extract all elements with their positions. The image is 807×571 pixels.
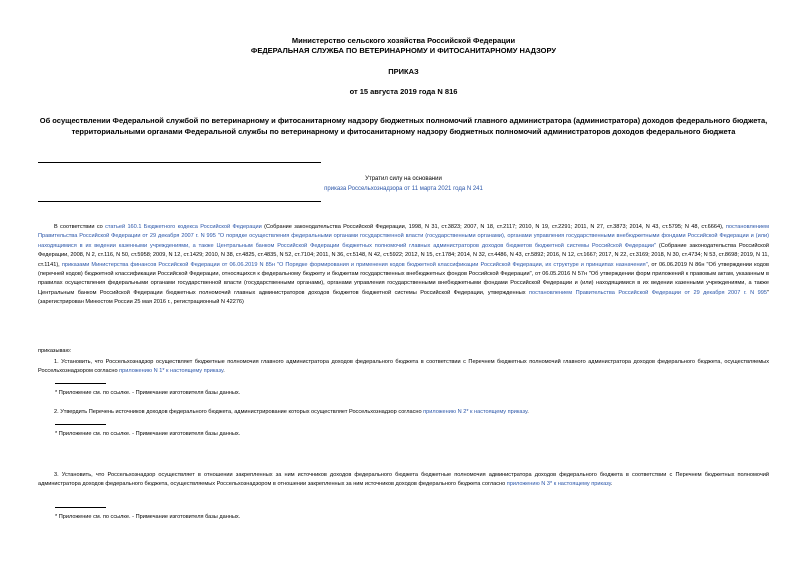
preamble-text: (Собрание законодательства Российской Федерации, 1998, N 31, ст.3823; 2007, N 18, ст.2117; 2010, N 19, ст.2291; 2011, N 27, ст.3873; 2014, N 43, ст.5795; N 48, ст.6664),: [261, 224, 726, 230]
government-resolution-link[interactable]: постановлением Правительства Российской Федерации от 29 декабря 2007 г. N 995 "О порядке осуществления федеральными органами государственной власти (государственными органами), органами управления государственными внебюджетными фондами Российской Федерации и (или) находящимися в их ведении казенными учреждениями, а также Центральным банком Российской Федерации бюджетных полномочий главных администраторов доходов бюджетов бюджетной системы Российской Федерации": [38, 224, 769, 249]
preamble-text: " (зарегистрирован Минюстом России 25 мая 2016 г., регистрационный N 42276): [38, 289, 769, 306]
preamble-text: , от 06.06.2019 N 86н "Об утверждении кодов (перечней кодов) бюджетной классификации Российской Федерации, относящихся к федеральному бюджету и бюджетам государственных внебюджетных фондов Российской Федерации", от 06.05.2016 N 57н "Об утверждении форм приложений к правовым актам, указанным в правилах осуществления федеральными органами государственной власти (государственными органами), органами управления государственными внебюджетными фондами Российской Федерации и (или) находящимися в их ведении казенными учреждениями, а также Центральным банком Российской Федерации бюджетных полномочий главных администраторов доходов бюджетов бюджетной системы Российской Федерации, утвержденных: [38, 261, 769, 296]
item-3-text: 3. Установить, что Россельхознадзор осуществляет в отношении закрепленных за ним источников доходов федерального бюджета бюджетные полномочия администратора доходов федерального бюджета в соответствии с Перечнем бюджетных полномочий администратора доходов федерального бюджета, осуществляемых Россельхознадзором в отношении закрепленных за ним источников доходов федерального бюджета согласно: [38, 472, 769, 488]
item-2-dot: .: [527, 409, 529, 415]
minfin-orders-link[interactable]: приказами Министерства финансов Российской Федерации от 06.06.2019 N 85н "О Порядке формирования и применения кодов бюджетной классификации Российской Федерации, их структуре и принципах назначения": [61, 261, 648, 268]
date-number: от 15 августа 2019 года N 816: [349, 87, 458, 96]
lost-force-link[interactable]: приказа Россельхознадзора от 11 марта 2021 года N 241: [324, 186, 483, 192]
preamble-text: В соответствии со: [54, 224, 106, 230]
service-heading: ФЕДЕРАЛЬНАЯ СЛУЖБА ПО ВЕТЕРИНАРНОМУ И ФИТОСАНИТАРНОМУ НАДЗОРУ: [250, 46, 557, 55]
item-1-text: 1. Установить, что Россельхознадзор осуществляет бюджетные полномочия главного администратора доходов федерального бюджета в соответствии с Перечнем бюджетных полномочий главного администратора доходов федерального бюджета, осуществляемых Россельхознадзором согласно: [38, 359, 769, 375]
preamble-text: (Собрание законодательства Российской Федерации, 2008, N 2, ст.116, N 50, ст.5958; 2009, N 12, ст.1429; 2010, N 38, ст.4825, ст.4835, N 52, ст.7104; 2011, N 36, ст.5148, N 42, ст.5922; 2012, N 15, ст.1784; 2014, N 32, ст.4486, N 43, ст.5892; 2016, N 12, ст.1667; 2017, N 22, ст.3169; 2018, N 30, ст.4734; N 53, ст.8698; 2019, N 11, ст.1141),: [38, 242, 770, 268]
separator-rule: [38, 201, 321, 202]
appendix-2-link[interactable]: приложению N 2* к настоящему приказу: [423, 409, 528, 415]
preamble-paragraph: [38, 223, 769, 308]
doc-type-heading: ПРИКАЗ: [388, 67, 419, 76]
item-2: [38, 408, 769, 417]
resolution-995-link[interactable]: постановлением Правительства Российской Федерации от 29 декабря 2007 г. N 995: [528, 289, 767, 296]
ministry-heading: Министерство сельского хозяйства Российской Федерации: [291, 36, 516, 45]
item-3-dot: .: [610, 481, 613, 488]
document-title: Об осуществлении Федеральной службой по ветеринарному и фитосанитарному надзору бюджетных полномочий главного администратора (администратора) доходов федерального бюджета, территориальными органами Федеральной службы по ветеринарному и фитосанитарному надзору бюджетных полномочий администраторов доходов федерального бюджета: [39, 116, 768, 136]
item-2-text: 2. Утвердить Перечень источников доходов федерального бюджета, администрирование которых осуществляет Россельхознадзор согласно: [54, 409, 424, 415]
item-3: [38, 471, 769, 490]
footnote-rule: [55, 383, 106, 384]
footnote-rule: [55, 424, 106, 425]
appendix-1-link[interactable]: приложению N 1* к настоящему приказу: [119, 368, 224, 375]
appendix-3-link[interactable]: приложению N 3* к настоящему приказу: [506, 481, 611, 488]
lost-force-text: Утратил силу на основании: [365, 176, 442, 182]
footnote-rule: [55, 507, 106, 508]
footnote-3: * Приложение см. по ссылке. - Примечание изготовителя базы данных.: [55, 514, 241, 520]
footnote-1: * Приложение см. по ссылке. - Примечание изготовителя базы данных.: [55, 390, 241, 396]
item-1: [38, 358, 769, 377]
order-word: приказываю:: [38, 348, 72, 354]
footnote-2: * Приложение см. по ссылке. - Примечание изготовителя базы данных.: [55, 431, 241, 437]
budget-code-link[interactable]: статьей 160.1 Бюджетного кодекса Российской Федерации: [105, 224, 262, 230]
separator-rule: [38, 162, 321, 163]
item-1-dot: .: [223, 368, 225, 375]
